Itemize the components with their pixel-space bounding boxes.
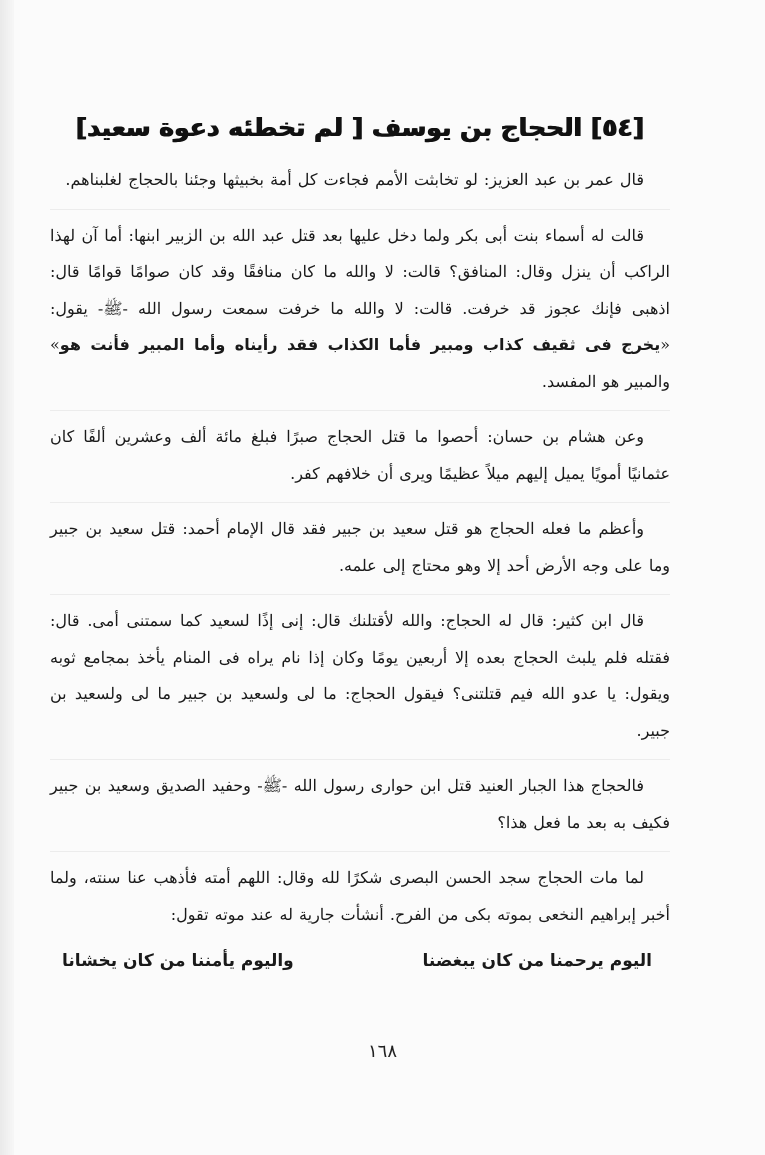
paragraph-divider [50, 410, 670, 411]
page-number: ١٦٨ [367, 1041, 397, 1062]
paragraph-hisham-count: وعن هشام بن حسان: أحصوا ما قتل الحجاج صبرًا فبلغ مائة ألف وعشرين ألفًا كان عثمانيًا أمويًا يميل إليهم ميلاً عظيمًا ويرى أن خلافهم كفر. [50, 427, 670, 483]
poetry-verse [50, 943, 670, 979]
paragraph-divider [50, 851, 670, 852]
paragraph-divider [50, 502, 670, 503]
paragraph-death: لما مات الحجاج سجد الحسن البصرى شكرًا لله وقال: اللهم أمته فأذهب عنا سنته، ولما أخبر إبراهيم النخعى بموته بكى من الفرح. أنشأت جارية له عند موته تقول: [50, 868, 670, 924]
hadith-quote: يخرج فى ثقيف كذاب ومبير فأما الكذاب فقد رأيناه وأما المبير فأنت هو [59, 335, 661, 354]
paragraph-ibn-kathir: قال ابن كثير: قال له الحجاج: والله لأقتلنك قال: إنى إذًا لسعيد كما سمتنى أمى. قال: فقتله فلم يلبث الحجاج بعده إلا أربعين يومًا وكان إذا نام يراه فى المنام يأخذ بمجامع ثوبه ويقول: يا عدو الله فيم قتلتنى؟ فيقول الحجاج: ما لى ولسعيد بن جبير ما لى ولسعيد بن جبير. [50, 611, 670, 740]
page-content [50, 100, 670, 979]
paragraph-divider [50, 759, 670, 760]
paragraph-divider [50, 209, 670, 210]
paragraph-divider [50, 594, 670, 595]
asma-dialogue-text: قالت له أسماء بنت أبى بكر ولما دخل عليها بعد قتل عبد الله بن الزبير ابنها: أما آن لهذا الراكب أن ينزل وقال: المنافق؟ قالت: لا والله ما كان منافقًا وقد كان صوامًا قوامًا قال: اذهبى فإنك عجوز قد خرفت. قالت: لا والله ما خرفت سمعت رسول الله -ﷺ- يقول: « [50, 225, 671, 354]
paragraph-umar-quote: قال عمر بن عبد العزيز: لو تخابثت الأمم فجاءت كل أمة بخبيثها وجئنا بالحجاج لغلبناهم. [65, 170, 644, 189]
verse-second-hemistich: واليوم يأمننا من كان يخشانا [62, 951, 294, 971]
verse-first-hemistich: اليوم يرحمنا من كان يبغضنا [422, 951, 652, 971]
chapter-heading: [٥٤] الحجاج بن يوسف [ لم تخطئه دعوة سعيد] [75, 113, 645, 142]
paragraph-tyrant: فالحجاج هذا الجبار العنيد قتل ابن حوارى رسول الله -ﷺ- وحفيد الصديق وسعيد بن جبير فكيف به بعد ما فعل هذا؟ [50, 776, 670, 832]
paragraph-saeed-killing: وأعظم ما فعله الحجاج هو قتل سعيد بن جبير فقد قال الإمام أحمد: قتل سعيد بن جبير وما على وجه الأرض أحد إلا وهو محتاج إلى علمه. [50, 519, 670, 575]
asma-dialogue-ending: » والمبير هو المفسد. [50, 335, 670, 391]
paragraph-asma-dialogue [50, 218, 670, 401]
page-edge-shadow [0, 0, 14, 1155]
